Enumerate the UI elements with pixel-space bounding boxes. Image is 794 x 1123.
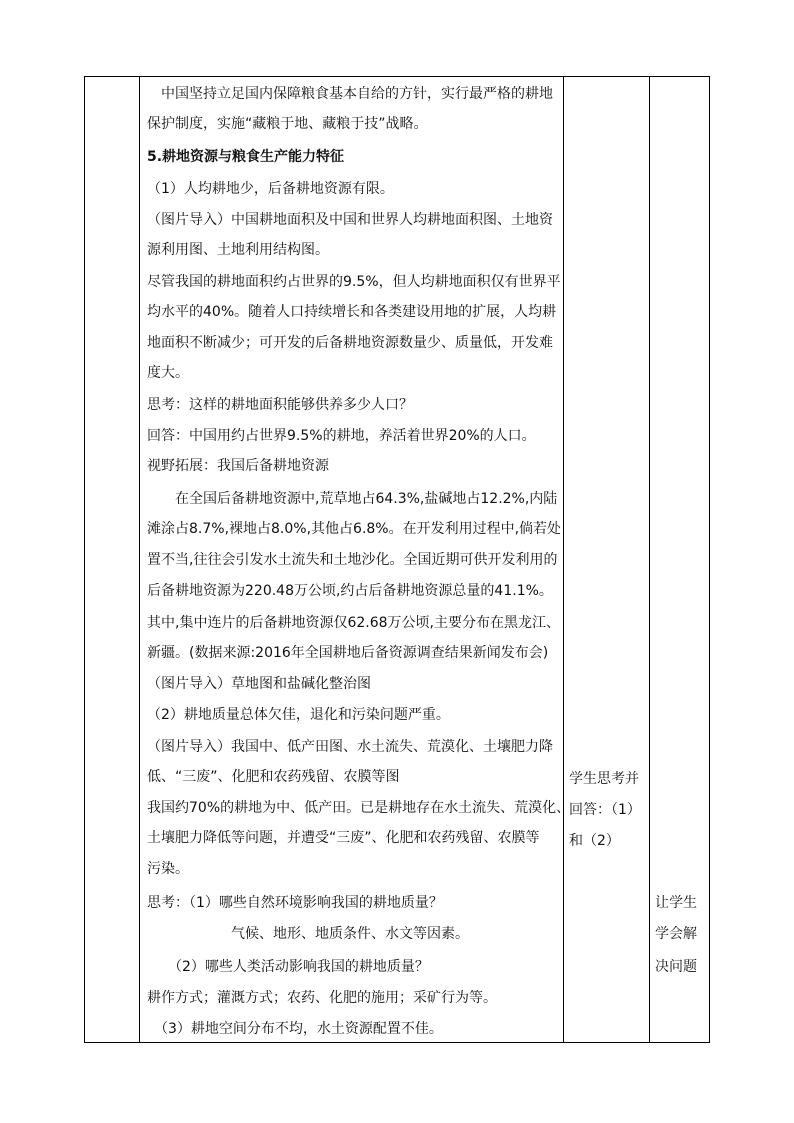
content-line: （2）耕地质量总体欠佳，退化和污染问题严重。 (147, 707, 450, 723)
design-purpose-line: 让学生 (655, 895, 697, 911)
content-line: （图片导入）中国耕地面积及中国和世界人均耕地面积图、土地资 (147, 212, 553, 228)
content-line: 后备耕地资源为220.48万公顷,约占后备耕地资源总量的41.1%。 (147, 583, 553, 599)
content-line: 尽管我国的耕地面积约占世界的9.5%，但人均耕地面积仅有世界平 (147, 274, 561, 290)
content-line: 中国坚持立足国内保障粮食基本自给的方针，实行最严格的耕地 (147, 86, 553, 102)
content-line: （图片导入）草地图和盐碱化整治图 (147, 676, 371, 692)
column-divider (139, 77, 140, 1042)
content-line: （2）哪些人类活动影响我国的耕地质量？ (147, 959, 429, 975)
student-activity-line: 回答：（1） (569, 802, 641, 818)
design-purpose-line: 决问题 (655, 959, 697, 975)
content-line: 我国约70%的耕地为中、低产田。已是耕地存在水土流失、荒漠化、 (147, 800, 571, 816)
content-line: （图片导入）我国中、低产田图、水土流失、荒漠化、土壤肥力降 (147, 739, 553, 755)
content-line: 视野拓展：我国后备耕地资源 (147, 458, 329, 474)
content-line: 土壤肥力降低等问题，并遭受“三废”、化肥和农药残留、农膜等 (147, 830, 540, 846)
content-line: 思考：（1）哪些自然环境影响我国的耕地质量？ (147, 895, 443, 911)
section-heading: 5.耕地资源与粮食生产能力特征 (147, 149, 345, 165)
content-line: 耕作方式；灌溉方式；农药、化肥的施用；采矿行为等。 (147, 990, 497, 1006)
content-line: 气候、地形、地质条件、水文等因素。 (147, 926, 469, 942)
content-line: （1）人均耕地少，后备耕地资源有限。 (147, 181, 394, 197)
content-line: 其中,集中连片的后备耕地资源仅62.68万公顷,主要分布在黑龙江、 (147, 615, 560, 631)
content-line: 滩涂占8.7%,裸地占8.0%,其他占6.8%。在开发利用过程中,倘若处 (147, 521, 562, 537)
content-line: 低、“三废”、化肥和农药残留、农膜等图 (147, 769, 400, 785)
design-purpose-line: 学会解 (655, 926, 697, 942)
content-line: 度大。 (147, 365, 189, 381)
content-line: 新疆。(数据来源:2016年全国耕地后备资源调查结果新闻发布会) (147, 645, 549, 661)
lesson-table (84, 76, 710, 1043)
student-activity-line: 学生思考并 (569, 771, 639, 787)
content-line: 回答：中国用约占世界9.5%的耕地，养活着世界20%的人口。 (147, 428, 536, 444)
content-line: （3）耕地空间分布不均，水土资源配置不佳。 (147, 1021, 443, 1037)
content-line: 保护制度，实施“藏粮于地、藏粮于技”战略。 (147, 116, 428, 132)
content-line: 置不当,往往会引发水土流失和土地沙化。全国近期可供开发利用的 (147, 552, 558, 568)
content-line: 地面积不断减少；可开发的后备耕地资源数量少、质量低，开发难 (147, 335, 553, 351)
content-line: 源利用图、土地利用结构图。 (147, 242, 329, 258)
content-line: 思考：这样的耕地面积能够供养多少人口？ (147, 397, 413, 413)
content-line: 均水平的40%。随着人口持续增长和各类建设用地的扩展，人均耕 (147, 304, 557, 320)
column-divider (563, 77, 564, 1042)
student-activity-line: 和（2） (569, 833, 620, 849)
teaching-content-cell (141, 77, 571, 1042)
column-divider (649, 77, 650, 1042)
content-line: 污染。 (147, 861, 189, 877)
content-line: 在全国后备耕地资源中,荒草地占64.3%,盐碱地占12.2%,内陆 (147, 491, 558, 507)
